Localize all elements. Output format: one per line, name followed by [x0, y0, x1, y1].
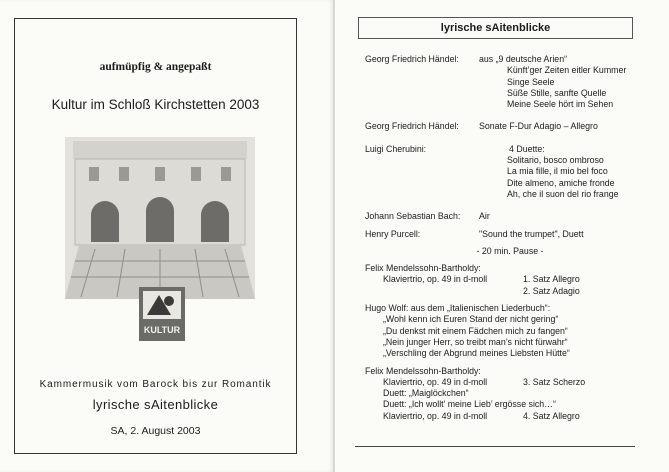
cover-concert-title: lyrische sAitenblicke	[92, 397, 219, 412]
program-entry-haendel-arien	[365, 54, 655, 65]
trio-allegro	[365, 411, 655, 422]
trio-line-2	[365, 286, 655, 297]
trio-scherzo	[365, 377, 655, 388]
work: Air	[479, 211, 490, 222]
composer-wolf: Hugo Wolf: aus dem „Italienischen Liederbuch“:	[365, 303, 551, 314]
aria-1: Künft’ger Zeiten eitler Kummer	[507, 65, 627, 76]
cover-frame	[14, 18, 297, 454]
duet-2: La mia fille, il mio bel foco	[507, 166, 608, 177]
work: Sonate F-Dur Adagio – Allegro	[479, 121, 598, 132]
kultur-logo	[139, 287, 185, 341]
program-entry-bach	[365, 211, 655, 222]
program-page	[335, 0, 669, 472]
work: 4 Duette:	[509, 143, 545, 154]
movement-4: 4. Satz Allegro	[523, 410, 580, 421]
composer: Georg Friedrich Händel:	[365, 121, 459, 132]
duet-1: Solitario, bosco ombroso	[507, 155, 604, 166]
aria-3: Süße Stille, sanfte Quelle	[507, 87, 607, 98]
trio-title: Klaviertrio, op. 49 in d-moll	[383, 274, 488, 285]
cover-motto: aufmüpfig & angepaßt	[99, 61, 212, 73]
song-4: „Verschling der Abgrund meines Liebsten Hütte“	[383, 348, 570, 359]
work: "Sound the trumpet", Duett	[479, 228, 584, 239]
composer: Johann Sebastian Bach:	[365, 211, 461, 222]
composer: Luigi Cherubini:	[365, 143, 427, 154]
trio-title: Klaviertrio, op. 49 in d-moll	[383, 376, 488, 387]
trio-title: Klaviertrio, op. 49 in d-moll	[383, 410, 488, 421]
intermission: - 20 min. Pause -	[476, 245, 544, 256]
duet-ich-wollt: Duett: „Ich wollt’ meine Lieb’ ergösse sich…“	[383, 399, 556, 410]
composer-mendelssohn-2: Felix Mendelssohn-Bartholdy:	[365, 365, 481, 376]
duet-4: Ah, che il suon del rio frange	[507, 188, 619, 199]
program-entry-cherubini	[365, 144, 655, 155]
duet-3: Dite almeno, amiche fronde	[507, 177, 615, 188]
cover-date: SA, 2. August 2003	[110, 425, 201, 437]
work: aus „9 deutsche Arien“	[479, 54, 568, 64]
castle-illustration	[65, 137, 255, 299]
aria-2: Singe Seele	[507, 76, 555, 87]
song-3: „Nein junger Herr, so treibt man’s nicht fürwahr“	[383, 336, 568, 347]
program-entry-haendel-sonate	[365, 121, 655, 132]
composer: Georg Friedrich Händel:	[365, 54, 459, 64]
movement-2: 2. Satz Adagio	[523, 285, 580, 296]
cover-subtitle: Kammermusik vom Barock bis zur Romantik	[39, 379, 272, 390]
movement-3: 3. Satz Scherzo	[523, 376, 586, 387]
composer-mendelssohn: Felix Mendelssohn-Bartholdy:	[365, 263, 481, 274]
bottom-rule	[355, 446, 635, 447]
composer: Henry Purcell:	[365, 228, 421, 239]
program-list	[365, 54, 655, 422]
cover-page	[0, 0, 333, 472]
trio-line	[365, 274, 655, 285]
song-1: „Wohl kenn ich Euren Stand der nicht gering“	[383, 314, 559, 325]
cover-title: Kultur im Schloß Kirchstetten 2003	[51, 97, 260, 112]
logo-text: KULTUR	[143, 325, 181, 335]
movement-1: 1. Satz Allegro	[523, 274, 580, 285]
program-entry-purcell	[365, 229, 655, 240]
duet-maigloeckchen: Duett: „Maiglöckchen“	[383, 388, 469, 399]
program-header: lyrische sAitenblicke	[358, 17, 633, 39]
song-2: „Du denkst mit einem Fädchen mich zu fangen“	[383, 325, 568, 336]
aria-4: Meine Seele hört im Sehen	[507, 99, 614, 110]
